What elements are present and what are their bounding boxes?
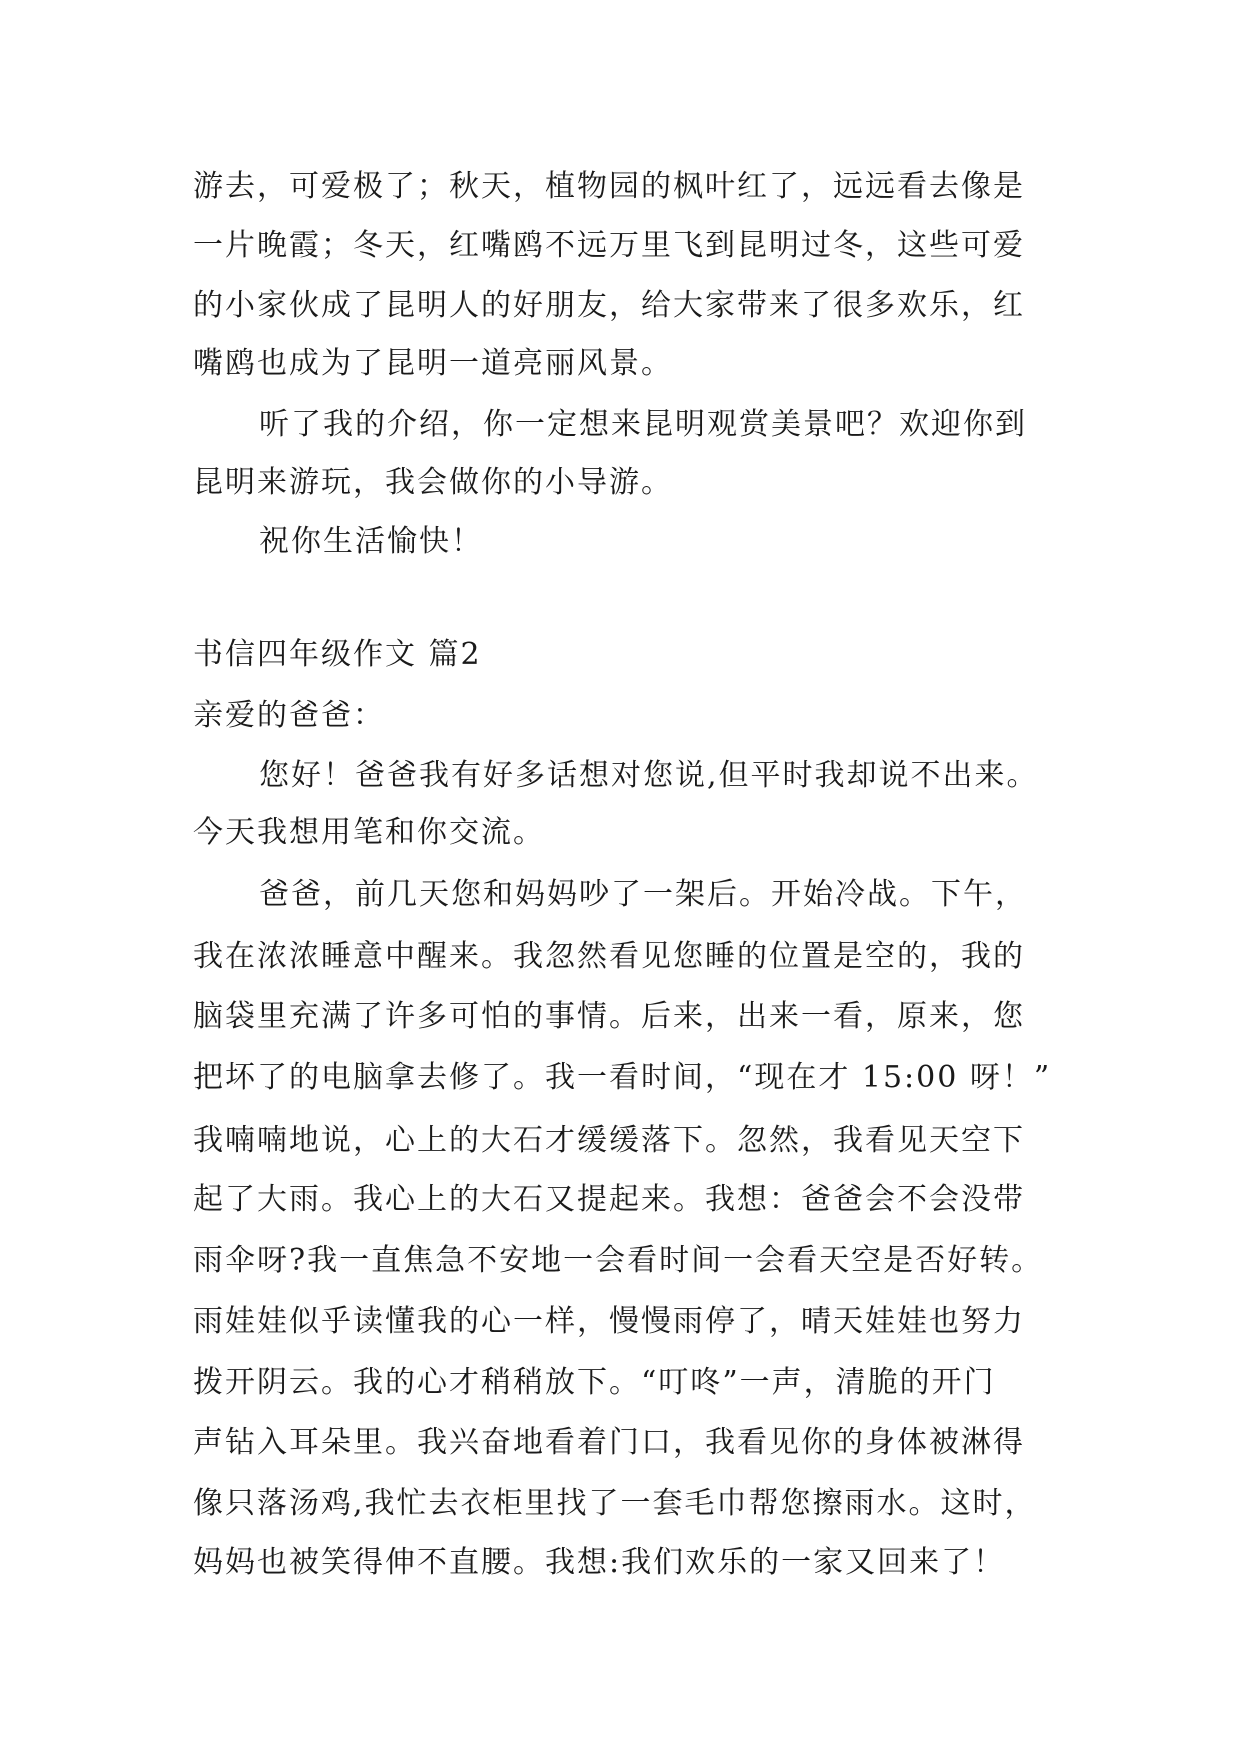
body-text-line: 雨伞呀?我一直焦急不安地一会看时间一会看天空是否好转。 [193,1243,1044,1278]
body-text-line: 声钻入耳朵里。我兴奋地看着门口，我看见你的身体被淋得 [193,1425,1025,1460]
body-text-line: 我在浓浓睡意中醒来。我忽然看见您睡的位置是空的，我的 [193,939,1025,974]
body-text-line: 昆明来游玩，我会做你的小导游。 [193,465,673,500]
body-text-line: 把坏了的电脑拿去修了。我一看时间，“现在才 15:00 呀！” [193,1060,1052,1095]
body-text-line: 听了我的介绍，你一定想来昆明观赏美景吧？欢迎你到 [259,407,1027,442]
body-text-line: 起了大雨。我心上的大石又提起来。我想：爸爸会不会没带 [193,1182,1025,1217]
closing-line: 祝你生活愉快！ [259,524,483,559]
section-heading: 书信四年级作文 篇2 [193,637,482,672]
body-text-line: 我喃喃地说，心上的大石才缓缓落下。忽然，我看见天空下 [193,1123,1025,1158]
body-text-line: 雨娃娃似乎读懂我的心一样，慢慢雨停了，晴天娃娃也努力 [193,1304,1025,1339]
body-text-line: 拨开阴云。我的心才稍稍放下。“叮咚”一声，清脆的开门 [193,1365,996,1400]
body-text-line: 妈妈也被笑得伸不直腰。我想:我们欢乐的一家又回来了！ [193,1545,1006,1580]
body-text-line: 的小家伙成了昆明人的好朋友，给大家带来了很多欢乐，红 [193,288,1025,323]
body-text-line: 像只落汤鸡,我忙去衣柜里找了一套毛巾帮您擦雨水。这时， [193,1486,1037,1521]
body-text-line: 脑袋里充满了许多可怕的事情。后来，出来一看，原来，您 [193,999,1025,1034]
salutation: 亲爱的爸爸： [193,698,385,733]
body-text-line: 今天我想用笔和你交流。 [193,815,545,850]
body-text-line: 您好！爸爸我有好多话想对您说,但平时我却说不出来。 [259,758,1039,793]
body-text-line: 一片晚霞；冬天，红嘴鸥不远万里飞到昆明过冬，这些可爱 [193,228,1025,263]
body-text-line: 爸爸，前几天您和妈妈吵了一架后。开始冷战。下午， [259,877,1027,912]
body-text-line: 嘴鸥也成为了昆明一道亮丽风景。 [193,346,673,381]
body-text-line: 游去，可爱极了；秋天，植物园的枫叶红了，远远看去像是 [193,169,1025,204]
